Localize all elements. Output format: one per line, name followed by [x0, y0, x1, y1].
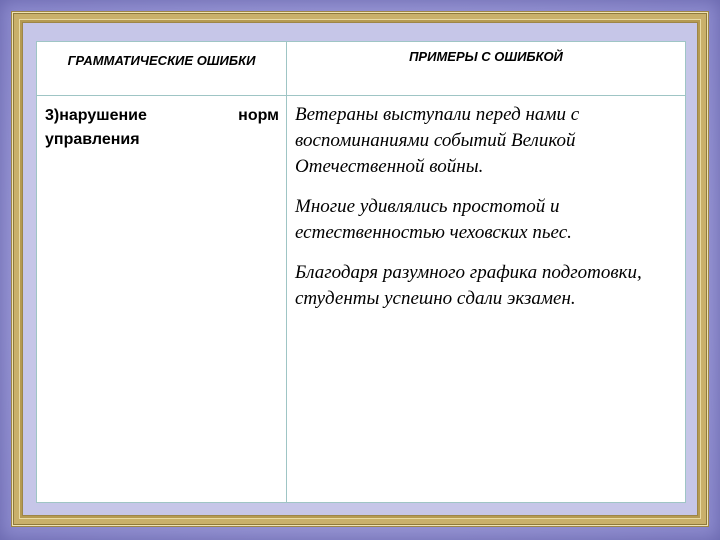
example-sentence: Многие удивлялись простотой и естественностью чеховских пьес.: [295, 196, 572, 243]
errors-table: [36, 41, 686, 503]
column-divider: [286, 42, 287, 502]
error-category-word: управления: [45, 131, 140, 148]
row-divider: [37, 95, 685, 96]
example-sentence: Благодаря разумного графика подготовки, студенты успешно сдали экзамен.: [295, 262, 642, 309]
header-examples: ПРИМЕРЫ С ОШИБКОЙ: [409, 49, 563, 64]
error-category-word: норм: [238, 107, 279, 124]
examples-cell: [295, 102, 675, 326]
header-grammatical-errors: ГРАММАТИЧЕСКИЕ ОШИБКИ: [67, 53, 256, 68]
error-category-line: [45, 104, 279, 128]
error-category-word: 3)нарушение: [45, 107, 147, 124]
error-category-cell: [45, 104, 279, 152]
example-sentence: Ветераны выступали перед нами с воспоминаниями событий Великой Отечественной войны.: [295, 104, 580, 177]
